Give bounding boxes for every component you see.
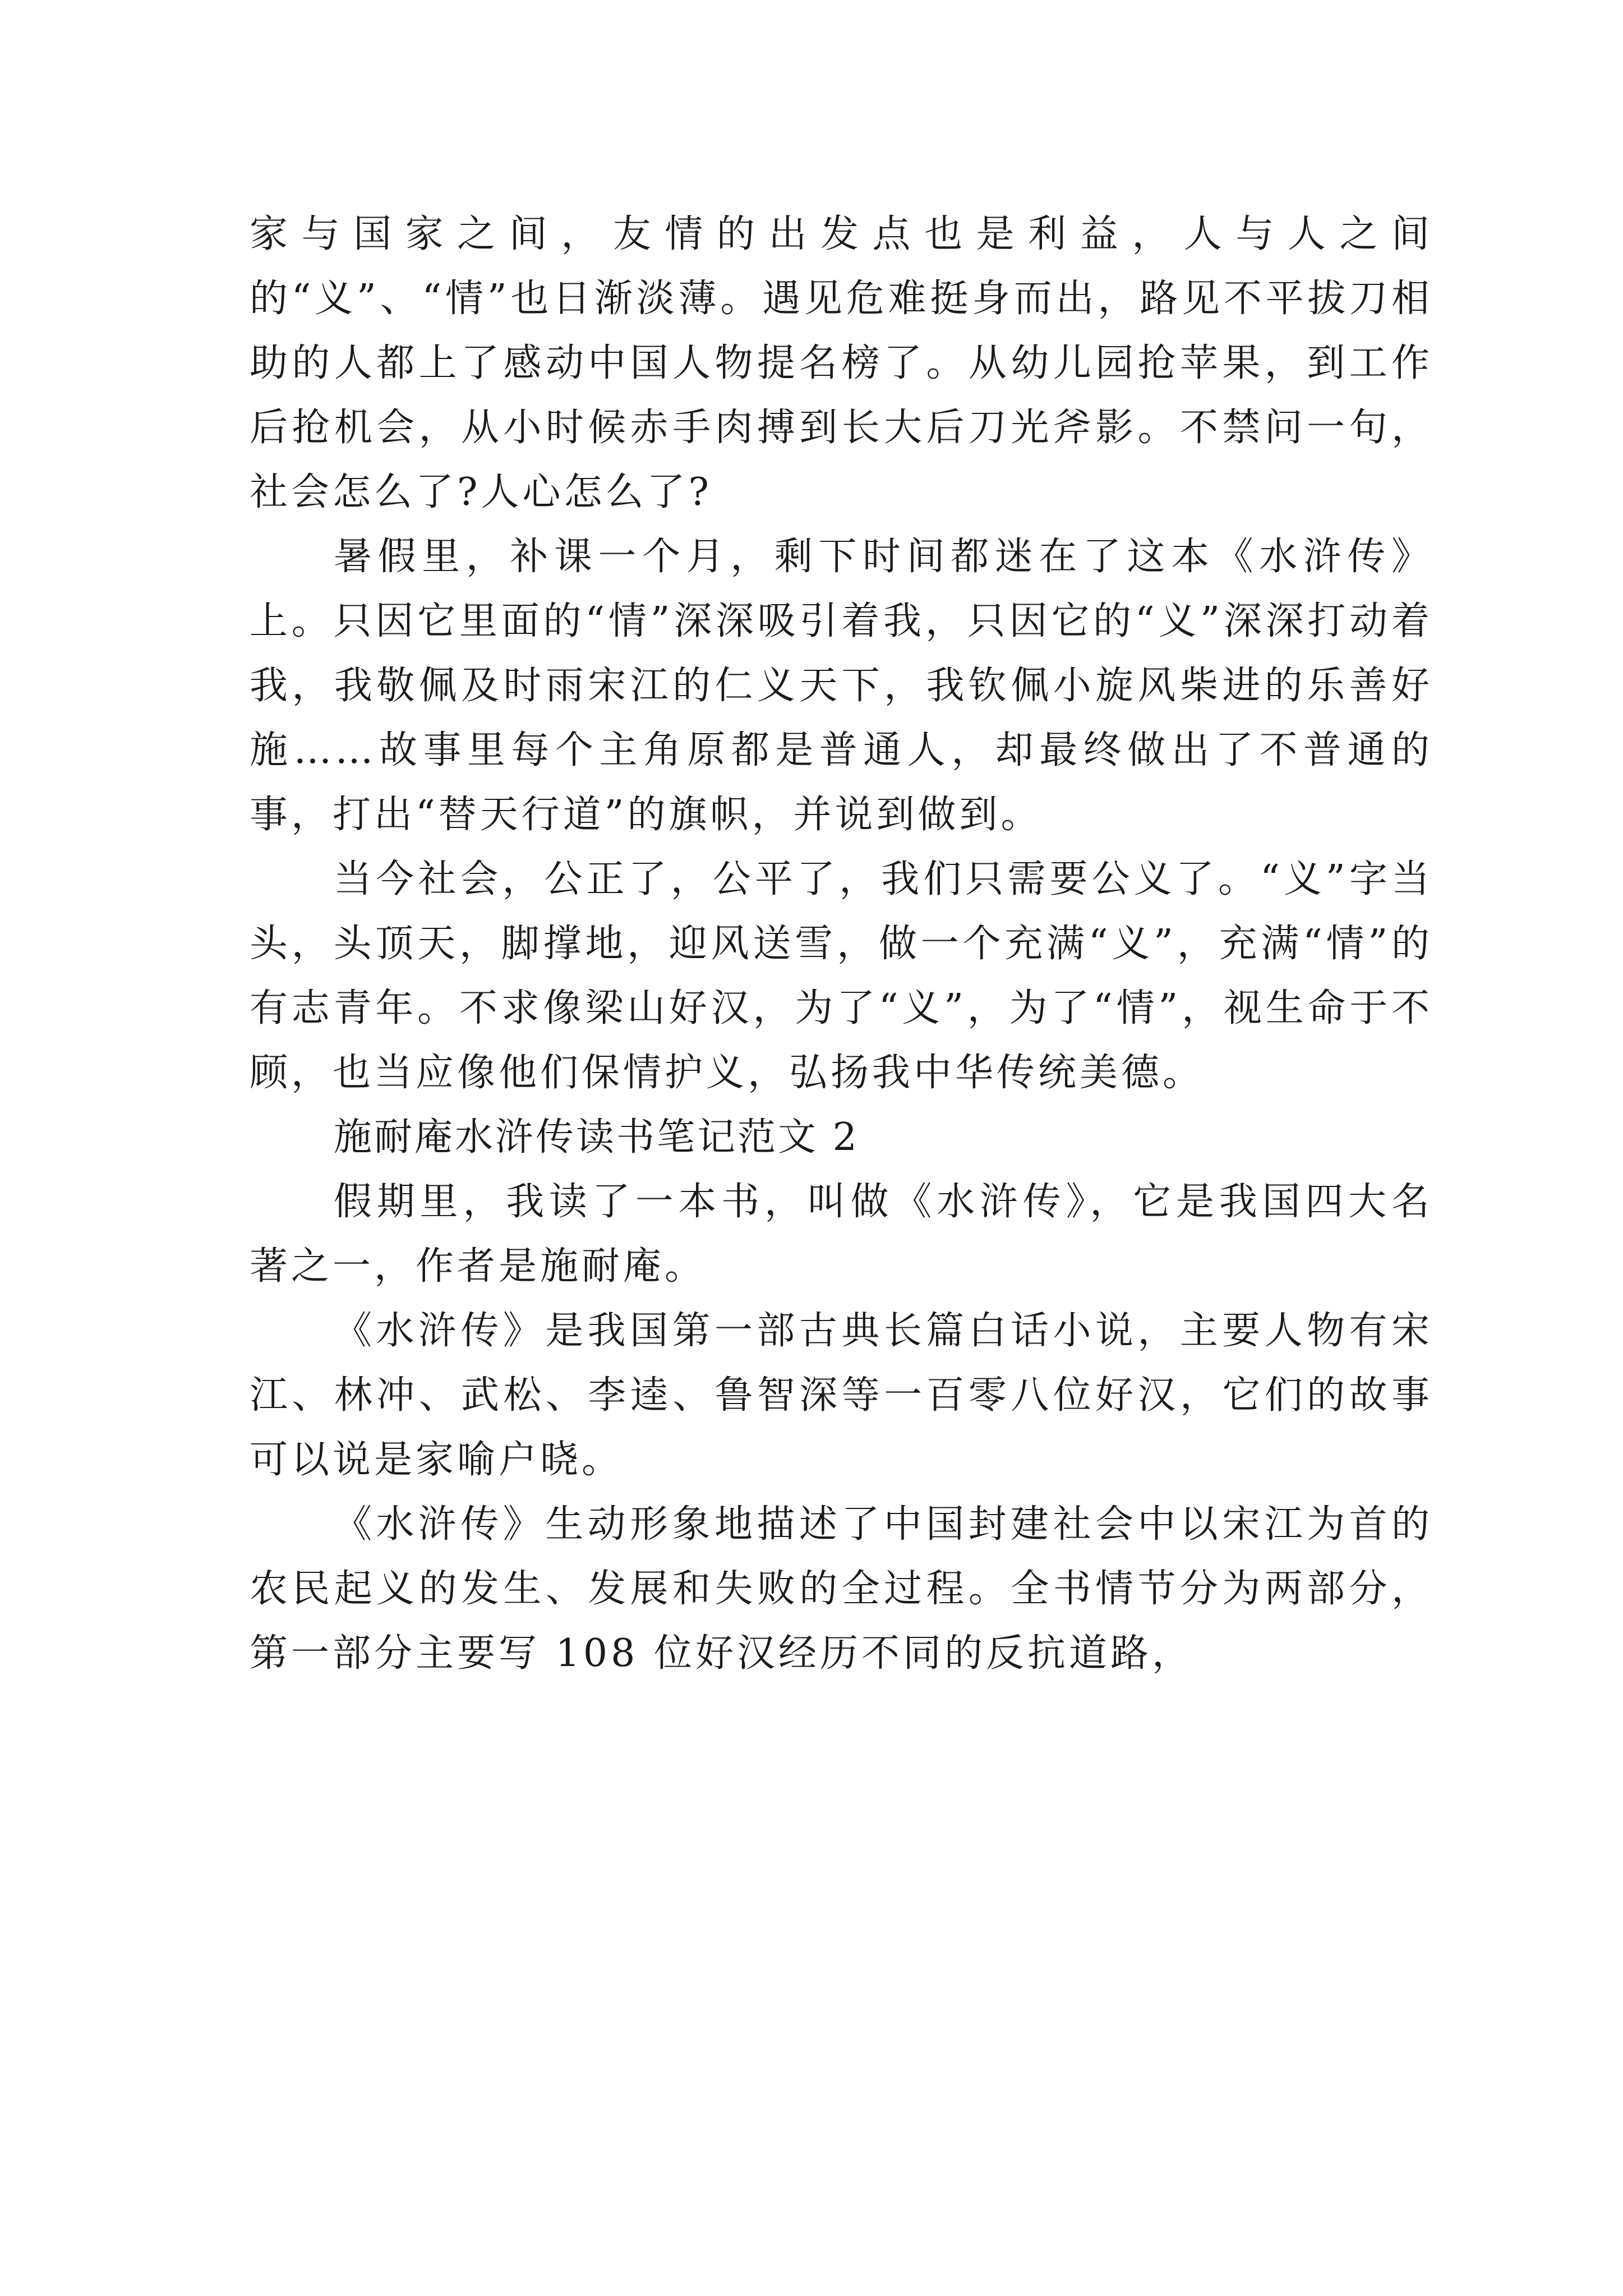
paragraph-summer-reading: 暑假里，补课一个月，剩下时间都迷在了这本《水浒传》上。只因它里面的“情”深深吸引着我，只因它的“义”深深打动着我，我敬佩及时雨宋江的仁义天下，我钦佩小旋风柴进的乐善好施……故事里每个主角原都是普通人，却最终做出了不普通的事，打出“替天行道”的旗帜，并说到做到。 <box>250 535 1433 837</box>
paragraph-plot: 《水浒传》生动形象地描述了中国封建社会中以宋江为首的农民起义的发生、发展和失败的全过程。全书情节分为两部分，第一部分主要写 108 位好汉经历不同的反抗道路， <box>250 1502 1433 1676</box>
paragraph-continued: 家与国家之间，友情的出发点也是利益，人与人之间的“义”、“情”也日渐淡薄。遇见危难挺身而出，路见不平拔刀相助的人都上了感动中国人物提名榜了。从幼儿园抢苹果，到工作后抢机会，从小时候赤手肉搏到长大后刀光斧影。不禁问一句，社会怎么了?人心怎么了? <box>250 212 1433 514</box>
document-body <box>250 202 1433 1686</box>
paragraph-society: 当今社会，公正了，公平了，我们只需要公义了。“义”字当头，头顶天，脚撑地，迎风送雪，做一个充满“义”，充满“情”的有志青年。不求像梁山好汉，为了“义”，为了“情”，视生命于不顾，也当应像他们保情护义，弘扬我中华传统美德。 <box>250 857 1433 1095</box>
section-heading: 施耐庵水浒传读书笔记范文 2 <box>334 1115 859 1159</box>
paragraph-characters: 《水浒传》是我国第一部古典长篇白话小说，主要人物有宋江、林冲、武松、李逵、鲁智深等一百零八位好汉，它们的故事可以说是家喻户晓。 <box>250 1309 1433 1482</box>
paragraph-holiday-reading: 假期里，我读了一本书，叫做《水浒传》，它是我国四大名著之一，作者是施耐庵。 <box>250 1180 1433 1289</box>
